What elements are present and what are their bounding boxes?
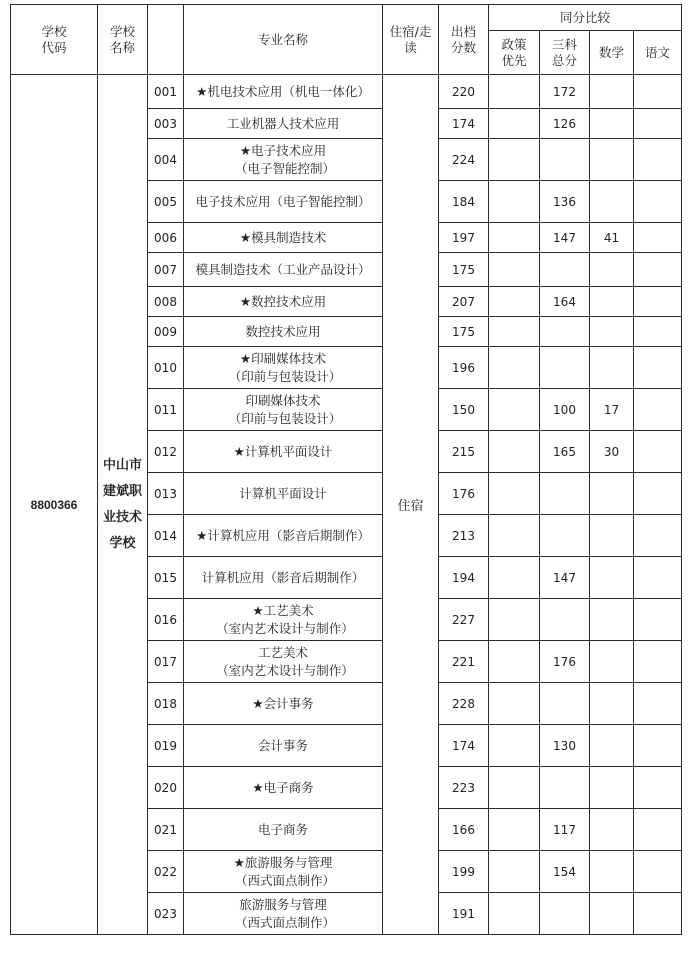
- min-score: 199: [439, 851, 489, 893]
- min-score: 228: [439, 683, 489, 725]
- chinese-score: [634, 109, 682, 139]
- min-score: 184: [439, 181, 489, 223]
- chinese-score: [634, 641, 682, 683]
- major-subtitle: （西式面点制作）: [234, 914, 335, 930]
- major-number: 021: [148, 809, 184, 851]
- math-score: [590, 253, 634, 287]
- min-score: 227: [439, 599, 489, 641]
- major-number: 010: [148, 347, 184, 389]
- major-number: 015: [148, 557, 184, 599]
- major-name: [184, 347, 383, 389]
- math-score: [590, 851, 634, 893]
- min-score: 220: [439, 75, 489, 109]
- major-subtitle: （印前与包装设计）: [228, 410, 342, 426]
- header-min-score: 出档 分数: [439, 5, 489, 75]
- policy-priority: [489, 557, 540, 599]
- policy-priority: [489, 893, 540, 935]
- major-subtitle: （西式面点制作）: [234, 872, 335, 888]
- header-chinese: 语文: [634, 31, 682, 75]
- major-number: 003: [148, 109, 184, 139]
- policy-priority: [489, 473, 540, 515]
- three-subject-total: [540, 599, 590, 641]
- math-score: [590, 287, 634, 317]
- major-number: 019: [148, 725, 184, 767]
- major-title: ★模具制造技术: [239, 229, 327, 245]
- major-title: ★机电技术应用（机电一体化）: [196, 83, 370, 99]
- math-score: [590, 599, 634, 641]
- min-score: 175: [439, 317, 489, 347]
- major-name: [184, 109, 383, 139]
- min-score: 207: [439, 287, 489, 317]
- major-number: 005: [148, 181, 184, 223]
- major-name: [184, 557, 383, 599]
- major-title: ★数控技术应用: [239, 293, 327, 309]
- chinese-score: [634, 287, 682, 317]
- major-name: [184, 473, 383, 515]
- math-score: [590, 767, 634, 809]
- major-number: 012: [148, 431, 184, 473]
- policy-priority: [489, 851, 540, 893]
- major-title: ★计算机平面设计: [233, 443, 333, 459]
- math-score: [590, 557, 634, 599]
- major-name: [184, 139, 383, 181]
- chinese-score: [634, 347, 682, 389]
- three-subject-total: 130: [540, 725, 590, 767]
- chinese-score: [634, 181, 682, 223]
- chinese-score: [634, 683, 682, 725]
- header-three-subject-total: 三科 总分: [540, 31, 590, 75]
- major-number: 023: [148, 893, 184, 935]
- chinese-score: [634, 767, 682, 809]
- header-major-number: [148, 5, 184, 75]
- major-subtitle: （室内艺术设计与制作）: [216, 662, 354, 678]
- major-number: 007: [148, 253, 184, 287]
- policy-priority: [489, 389, 540, 431]
- three-subject-total: 164: [540, 287, 590, 317]
- math-score: [590, 317, 634, 347]
- major-title: 电子商务: [257, 821, 308, 837]
- chinese-score: [634, 515, 682, 557]
- chinese-score: [634, 317, 682, 347]
- header-tie-group: 同分比较: [489, 5, 682, 31]
- policy-priority: [489, 683, 540, 725]
- major-title: 印刷媒体技术: [245, 392, 321, 408]
- three-subject-total: [540, 317, 590, 347]
- chinese-score: [634, 557, 682, 599]
- min-score: 223: [439, 767, 489, 809]
- major-title: 工艺美术: [257, 644, 308, 660]
- major-name: [184, 389, 383, 431]
- policy-priority: [489, 515, 540, 557]
- header-school-name: 学校 名称: [98, 5, 148, 75]
- min-score: 176: [439, 473, 489, 515]
- major-name: [184, 253, 383, 287]
- header-math: 数学: [590, 31, 634, 75]
- major-name: [184, 767, 383, 809]
- header-school-code: 学校 代码: [11, 5, 98, 75]
- chinese-score: [634, 893, 682, 935]
- major-number: 001: [148, 75, 184, 109]
- major-title: 数控技术应用: [245, 323, 321, 339]
- min-score: 174: [439, 725, 489, 767]
- policy-priority: [489, 599, 540, 641]
- three-subject-total: [540, 139, 590, 181]
- policy-priority: [489, 75, 540, 109]
- math-score: [590, 683, 634, 725]
- major-title: ★旅游服务与管理: [233, 854, 333, 870]
- policy-priority: [489, 767, 540, 809]
- major-number: 008: [148, 287, 184, 317]
- policy-priority: [489, 809, 540, 851]
- policy-priority: [489, 139, 540, 181]
- math-score: 30: [590, 431, 634, 473]
- policy-priority: [489, 725, 540, 767]
- major-title: 旅游服务与管理: [239, 896, 327, 912]
- policy-priority: [489, 347, 540, 389]
- major-title: 工业机器人技术应用: [226, 115, 340, 131]
- major-subtitle: （印前与包装设计）: [228, 368, 342, 384]
- chinese-score: [634, 223, 682, 253]
- major-title: 电子技术应用（电子智能控制）: [195, 193, 371, 209]
- major-number: 022: [148, 851, 184, 893]
- math-score: 41: [590, 223, 634, 253]
- major-title: ★电子技术应用: [239, 142, 327, 158]
- math-score: [590, 473, 634, 515]
- three-subject-total: 165: [540, 431, 590, 473]
- major-name: [184, 75, 383, 109]
- three-subject-total: [540, 683, 590, 725]
- three-subject-total: [540, 767, 590, 809]
- major-number: 013: [148, 473, 184, 515]
- major-name: [184, 181, 383, 223]
- major-title: ★工艺美术: [252, 602, 314, 618]
- admission-score-document: [10, 4, 682, 935]
- min-score: 174: [439, 109, 489, 139]
- math-score: [590, 75, 634, 109]
- chinese-score: [634, 599, 682, 641]
- policy-priority: [489, 317, 540, 347]
- major-number: 020: [148, 767, 184, 809]
- three-subject-total: 154: [540, 851, 590, 893]
- chinese-score: [634, 851, 682, 893]
- policy-priority: [489, 431, 540, 473]
- major-number: 004: [148, 139, 184, 181]
- chinese-score: [634, 389, 682, 431]
- three-subject-total: [540, 473, 590, 515]
- major-title: 计算机平面设计: [239, 485, 327, 501]
- major-title: 会计事务: [257, 737, 308, 753]
- major-number: 017: [148, 641, 184, 683]
- min-score: 213: [439, 515, 489, 557]
- major-name: [184, 287, 383, 317]
- major-title: ★电子商务: [252, 779, 314, 795]
- major-title: 计算机应用（影音后期制作）: [201, 569, 365, 585]
- major-name: [184, 893, 383, 935]
- min-score: 166: [439, 809, 489, 851]
- major-number: 014: [148, 515, 184, 557]
- major-title: ★会计事务: [252, 695, 314, 711]
- math-score: [590, 109, 634, 139]
- three-subject-total: 147: [540, 223, 590, 253]
- math-score: [590, 725, 634, 767]
- chinese-score: [634, 725, 682, 767]
- math-score: [590, 515, 634, 557]
- math-score: 17: [590, 389, 634, 431]
- major-title: ★计算机应用（影音后期制作）: [196, 527, 370, 543]
- major-number: 018: [148, 683, 184, 725]
- three-subject-total: 147: [540, 557, 590, 599]
- three-subject-total: [540, 893, 590, 935]
- major-subtitle: （室内艺术设计与制作）: [216, 620, 354, 636]
- three-subject-total: 176: [540, 641, 590, 683]
- major-number: 016: [148, 599, 184, 641]
- major-name: [184, 641, 383, 683]
- three-subject-total: [540, 515, 590, 557]
- three-subject-total: [540, 347, 590, 389]
- major-subtitle: （电子智能控制）: [234, 160, 335, 176]
- major-name: [184, 851, 383, 893]
- min-score: 197: [439, 223, 489, 253]
- math-score: [590, 347, 634, 389]
- chinese-score: [634, 431, 682, 473]
- major-name: [184, 515, 383, 557]
- major-name: [184, 809, 383, 851]
- table-header: [11, 5, 682, 75]
- policy-priority: [489, 253, 540, 287]
- table-row: [11, 75, 682, 109]
- math-score: [590, 893, 634, 935]
- min-score: 191: [439, 893, 489, 935]
- school-code: 8800366: [11, 75, 98, 935]
- major-number: 006: [148, 223, 184, 253]
- min-score: 215: [439, 431, 489, 473]
- three-subject-total: 172: [540, 75, 590, 109]
- min-score: 150: [439, 389, 489, 431]
- chinese-score: [634, 253, 682, 287]
- major-title: ★印刷媒体技术: [239, 350, 327, 366]
- major-name: [184, 725, 383, 767]
- three-subject-total: 136: [540, 181, 590, 223]
- math-score: [590, 809, 634, 851]
- min-score: 194: [439, 557, 489, 599]
- header-mode: 住宿/走 读: [383, 5, 439, 75]
- major-number: 009: [148, 317, 184, 347]
- min-score: 224: [439, 139, 489, 181]
- chinese-score: [634, 75, 682, 109]
- three-subject-total: 126: [540, 109, 590, 139]
- chinese-score: [634, 139, 682, 181]
- major-name: [184, 599, 383, 641]
- policy-priority: [489, 641, 540, 683]
- math-score: [590, 139, 634, 181]
- chinese-score: [634, 809, 682, 851]
- major-name: [184, 317, 383, 347]
- policy-priority: [489, 109, 540, 139]
- major-number: 011: [148, 389, 184, 431]
- policy-priority: [489, 181, 540, 223]
- header-policy-priority: 政策 优先: [489, 31, 540, 75]
- min-score: 221: [439, 641, 489, 683]
- major-name: [184, 431, 383, 473]
- chinese-score: [634, 473, 682, 515]
- school-name: 中山市 建斌职 业技术 学校: [98, 75, 148, 935]
- major-title: 模具制造技术（工业产品设计）: [195, 261, 371, 277]
- three-subject-total: 117: [540, 809, 590, 851]
- header-major-name: 专业名称: [184, 5, 383, 75]
- math-score: [590, 641, 634, 683]
- min-score: 175: [439, 253, 489, 287]
- admission-score-table: [10, 4, 682, 935]
- three-subject-total: [540, 253, 590, 287]
- three-subject-total: 100: [540, 389, 590, 431]
- policy-priority: [489, 223, 540, 253]
- major-name: [184, 683, 383, 725]
- table-body: [11, 75, 682, 935]
- major-name: [184, 223, 383, 253]
- math-score: [590, 181, 634, 223]
- min-score: 196: [439, 347, 489, 389]
- accommodation-mode: 住宿: [383, 75, 439, 935]
- policy-priority: [489, 287, 540, 317]
